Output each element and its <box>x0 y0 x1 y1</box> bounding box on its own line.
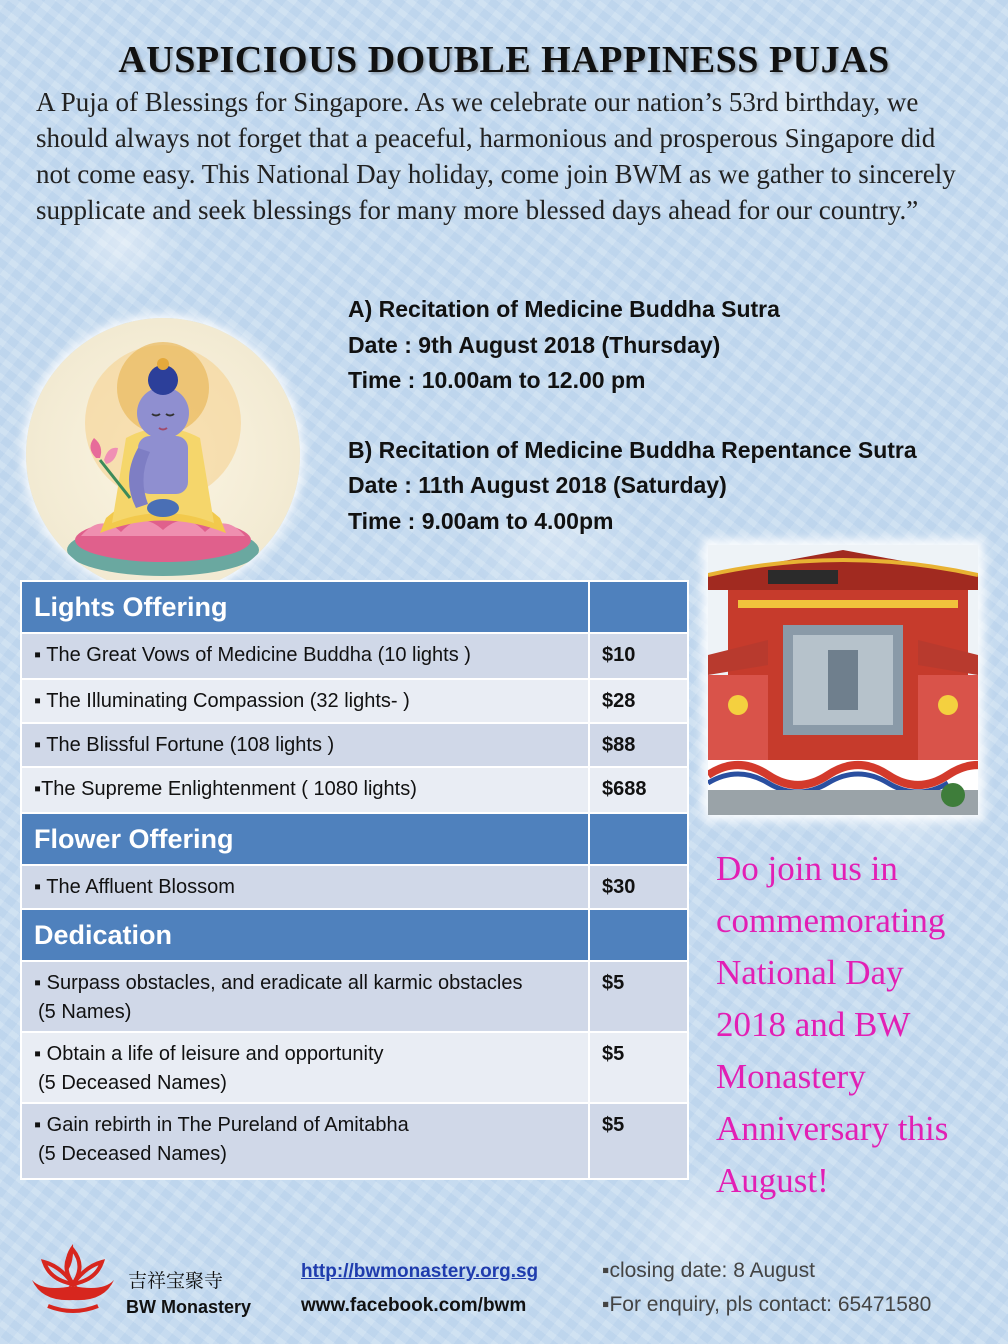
join-line: 2018 and BW <box>716 1005 911 1044</box>
puja-b-title: B) Recitation of Medicine Buddha Repentance Sutra <box>348 436 917 463</box>
puja-a-date: Date : 9th August 2018 (Thursday) <box>348 331 721 358</box>
closing-date: ▪closing date: 8 August <box>602 1259 815 1282</box>
puja-a-title: A) Recitation of Medicine Buddha Sutra <box>348 296 780 322</box>
offerings-table <box>20 580 689 1180</box>
offering-price: $5 <box>589 1103 688 1179</box>
offering-name: ▪ The Affluent Blossom <box>21 865 589 909</box>
join-line: commemorating <box>716 901 946 940</box>
offering-price: $5 <box>589 1032 688 1103</box>
offering-name: ▪The Supreme Enlightenment ( 1080 lights) <box>21 767 589 813</box>
offering-name: ▪ The Blissful Fortune (108 lights ) <box>21 723 589 767</box>
dedication-sub: (5 Deceased Names) <box>38 1143 227 1165</box>
flower-offering-header: Flower Offering <box>21 813 589 865</box>
join-line: Monastery <box>716 1057 866 1096</box>
dedication-sub: (5 Names) <box>38 1001 132 1023</box>
offering-name <box>21 1103 589 1179</box>
chinese-name: 吉祥宝聚寺 <box>128 1270 224 1292</box>
dedication-name: ▪ Surpass obstacles, and eradicate all karmic obstacles <box>34 972 523 994</box>
lotus-logo-icon <box>28 1240 118 1316</box>
dedication-header: Dedication <box>21 909 589 961</box>
puja-a-time: Time : 10.00am to 12.00 pm <box>348 367 646 393</box>
table-row <box>21 1032 688 1103</box>
dedication-name: ▪ Obtain a life of leisure and opportunity <box>34 1043 384 1065</box>
join-message <box>716 843 1006 1207</box>
offering-price: $28 <box>589 679 688 723</box>
offering-price: $30 <box>589 865 688 909</box>
offering-name <box>21 1032 589 1103</box>
offering-price: $10 <box>589 633 688 679</box>
join-line: Do join us in <box>716 849 898 888</box>
dedication-sub: (5 Deceased Names) <box>38 1072 227 1094</box>
table-header <box>21 581 688 633</box>
table-header <box>21 909 688 961</box>
website-link[interactable]: http://bwmonastery.org.sg <box>301 1261 539 1282</box>
puja-schedule <box>348 292 998 539</box>
dedication-name: ▪ Gain rebirth in The Pureland of Amitabha <box>34 1114 409 1136</box>
table-row <box>21 633 688 679</box>
join-line: Anniversary this <box>716 1109 949 1148</box>
table-row <box>21 679 688 723</box>
offering-name: ▪ The Great Vows of Medicine Buddha (10 lights ) <box>21 633 589 679</box>
table-row <box>21 961 688 1032</box>
enquiry-contact: ▪For enquiry, pls contact: 65471580 <box>602 1293 932 1316</box>
offering-name: ▪ The Illuminating Compassion (32 lights- ) <box>21 679 589 723</box>
table-header <box>21 813 688 865</box>
medicine-buddha-image <box>26 318 300 592</box>
facebook-link[interactable]: www.facebook.com/bwm <box>301 1295 527 1316</box>
offering-name <box>21 961 589 1032</box>
monastery-photo <box>708 545 978 815</box>
intro-paragraph: A Puja of Blessings for Singapore. As we celebrate our nation’s 53rd birthday, we should always not forget that a peaceful, harmonious and prosperous Singapore did not come easy. This National Day holiday, come join BWM as we gather to sincerely supplicate and seek blessings for many more blessed days ahead for our country.” <box>36 87 956 225</box>
join-line: National Day <box>716 953 904 992</box>
puja-b-time: Time : 9.00am to 4.00pm <box>348 507 614 534</box>
page-title: AUSPICIOUS DOUBLE HAPPINESS PUJAS <box>118 39 890 81</box>
english-name: BW Monastery <box>126 1297 252 1317</box>
table-row <box>21 767 688 813</box>
offering-price: $688 <box>589 767 688 813</box>
offering-price: $5 <box>589 961 688 1032</box>
puja-b-date: Date : 11th August 2018 (Saturday) <box>348 472 727 498</box>
table-row <box>21 723 688 767</box>
table-row <box>21 1103 688 1179</box>
join-line: August! <box>716 1161 829 1200</box>
lights-offering-header: Lights Offering <box>21 581 589 633</box>
table-row <box>21 865 688 909</box>
offering-price: $88 <box>589 723 688 767</box>
